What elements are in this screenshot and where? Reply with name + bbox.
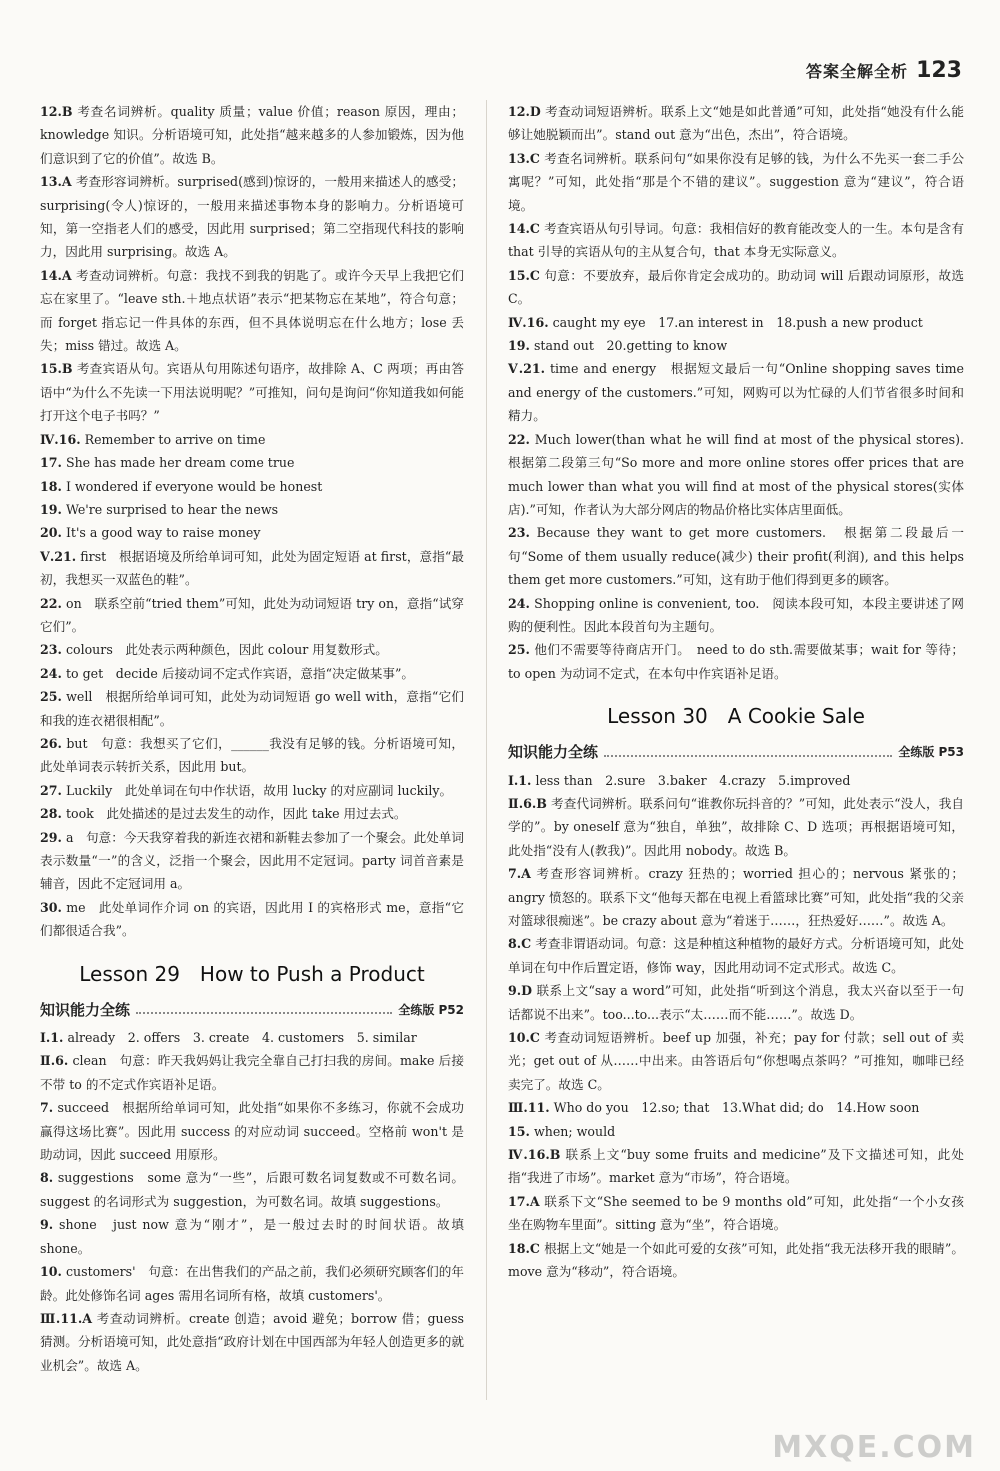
answer-item xyxy=(40,1096,464,1166)
section-ref: 全练版 P52 xyxy=(398,1002,464,1017)
answer-item xyxy=(508,769,964,792)
answer-text: We're surprised to hear the news xyxy=(65,501,279,517)
answer-item xyxy=(508,217,964,264)
answer-text: shone just now 意为“刚才”，是一般过去时的时间状语。故填 shone。 xyxy=(40,1217,464,1256)
lesson-30-answers xyxy=(508,769,964,1284)
answer-number: 14.A xyxy=(40,267,72,283)
answer-number: 9. xyxy=(40,1217,54,1233)
answer-number: 8. xyxy=(40,1170,54,1186)
answer-number: 10.C xyxy=(508,1030,540,1046)
answer-item xyxy=(40,475,464,498)
answer-number: 13.C xyxy=(508,150,540,166)
answer-item xyxy=(508,792,964,862)
answer-item xyxy=(40,638,464,661)
answer-text: succeed 根据所给单词可知，此处指“如果你不多练习，你就不会成功赢得这场比赛”。因此用 success 的对应动词 succeed。空格前 won't 是助动词，因此 succeed 用原形。 xyxy=(40,1100,464,1163)
answer-number: Ⅰ.1. xyxy=(40,1030,64,1046)
answer-text: Who do you 12.so; that 13.What did; do 14.How soon xyxy=(553,1100,920,1116)
answer-item xyxy=(40,357,464,427)
answer-text: but 句意：我想买了它们，______我没有足够的钱。分析语境可知，此处单词表示转折关系，因此用 but。 xyxy=(40,735,464,775)
dotted-leader xyxy=(604,755,892,757)
answer-number: 10. xyxy=(40,1264,62,1280)
answer-item xyxy=(508,1026,964,1096)
answer-text: 考查宾语从句引导词。句意：我相信好的教育能改变人的一生。本句是含有 that 引导的宾语从句的主从复合句，that 本身无实际意义。 xyxy=(508,221,964,260)
answer-text: Shopping online is convenient, too. 阅读本段可知，本段主要讲述了网购的便利性。因此本段首句为主题句。 xyxy=(508,595,964,634)
answer-item xyxy=(40,779,464,802)
answer-item xyxy=(40,592,464,639)
answer-number: 23. xyxy=(40,642,62,658)
left-answers xyxy=(40,100,464,943)
lesson-30-title: Lesson 30 A Cookie Sale xyxy=(607,704,865,729)
answer-text: well 根据所给单词可知，此处为动词短语 go well with，意指“它们和我的连衣裙很相配”。 xyxy=(40,689,464,728)
answer-text: 考查名词辨析。quality 质量；value 价值；reason 原因，理由；knowledge 知识。分析语境可知，此处指“越来越多的人参加锻炼，因为他们意识到了它的价值”。故选 B。 xyxy=(40,104,464,166)
answer-number: 14.C xyxy=(508,221,540,237)
answer-item xyxy=(508,334,964,357)
answer-item xyxy=(40,732,464,779)
answer-number: 24. xyxy=(508,595,530,611)
answer-text: Because they want to get more customers. 根据第二段最后一句“Some of them usually reduce(减少) their profit(利润), and this helps them get more customers.”可知，这有助于他们得到更多的顾客。 xyxy=(508,525,964,588)
page-number: 123 xyxy=(916,58,962,83)
answer-number: 22. xyxy=(508,431,530,447)
answer-text: customers' 句意：在出售我们的产品之前，我们必须研究顾客们的年龄。此处修饰名词 ages 需用名词所有格，故填 customers'。 xyxy=(40,1264,464,1303)
answer-item xyxy=(40,662,464,685)
answer-item xyxy=(40,1260,464,1307)
answer-number: 7. xyxy=(40,1100,54,1116)
answer-text: 考查代词辨析。联系问句“谁教你玩抖音的？”可知，此处表示“没人，我自学的”。by oneself 意为“独自，单独”，故排除 C、D 选项；再根据语境可知，此处指“没有人(教我)”。因此用 nobody。故选 B。 xyxy=(508,795,964,858)
answer-item xyxy=(508,638,964,685)
lesson-30-section-bar xyxy=(508,741,964,764)
answer-item xyxy=(40,685,464,732)
answer-item xyxy=(508,100,964,147)
answer-text: 考查动词辨析。句意：我找不到我的钥匙了。或许今天早上我把它们忘在家里了。“leave sth.＋地点状语”表示“把某物忘在某地”，符合句意；而 forget 指忘记一件具体的东西，但不具体说明忘在什么地方；lose 丢失；miss 错过。故选 A。 xyxy=(40,267,464,354)
answer-number: Ⅱ.6. xyxy=(40,1053,69,1069)
answer-text: Luckily 此处单词在句中作状语，故用 lucky 的对应副词 luckily。 xyxy=(65,782,453,798)
answer-number: Ⅰ.1. xyxy=(508,772,532,788)
answer-number: 15. xyxy=(508,1123,530,1139)
answer-item xyxy=(40,498,464,521)
answer-item xyxy=(508,932,964,979)
answer-number: 15.B xyxy=(40,361,73,377)
answer-number: 19. xyxy=(508,338,530,354)
lesson-29-title: Lesson 29 How to Push a Product xyxy=(79,961,425,986)
page-header xyxy=(806,58,962,83)
answer-number: Ⅳ.16.B xyxy=(508,1147,561,1163)
section-name: 知识能力全练 xyxy=(40,1000,131,1019)
answer-item xyxy=(40,428,464,451)
answer-number: 27. xyxy=(40,782,62,798)
answer-number: 18.C xyxy=(508,1240,540,1256)
answer-item xyxy=(508,1096,964,1119)
answer-item xyxy=(40,1049,464,1096)
lesson-29-section-bar xyxy=(40,999,464,1022)
answer-item xyxy=(508,147,964,217)
answer-item xyxy=(508,1190,964,1237)
answer-text: 句意：不要放弃，最后你肯定会成功的。助动词 will 后跟动词原形，故选 C。 xyxy=(508,267,964,307)
answer-text: time and energy 根据短文最后一句“Online shopping saves time and energy of the customers.”可知，网购可以为忙碌的人们节省很多时间和精力。 xyxy=(508,361,964,424)
answer-text: me 此处单词作介词 on 的宾语，因此用 I 的宾格形式 me，意指“它们都很适合我”。 xyxy=(40,899,464,939)
answer-number: Ⅳ.16. xyxy=(40,431,81,447)
answer-number: 23. xyxy=(508,525,530,541)
answer-number: 17. xyxy=(40,455,62,471)
answer-item xyxy=(508,1237,964,1284)
answer-number: 12.D xyxy=(508,104,541,119)
answer-text: It's a good way to raise money xyxy=(65,525,261,541)
answer-text: 考查动词短语辨析。beef up 加强，补充；pay for 付款；sell out of 卖光；get out of 从……中出来。由答语后句“你想喝点茶吗？”可推知，咖啡已经卖完了。故选 C。 xyxy=(508,1030,964,1092)
answer-text: Remember to arrive on time xyxy=(84,431,266,447)
answer-item xyxy=(40,264,464,358)
answer-number: Ⅲ.11. xyxy=(508,1100,550,1116)
answer-number: 13.A xyxy=(40,174,72,190)
answer-number: 17.A xyxy=(508,1193,540,1209)
answer-text: 考查动词短语辨析。联系上文“她是如此普通”可知，此处指“她没有什么能够让她脱颖而出”。stand out 意为“出色，杰出”，符合语境。 xyxy=(508,104,964,143)
answer-text: a 句意：今天我穿着我的新连衣裙和新鞋去参加了一个聚会。此处单词表示数量“一”的含义，泛指一个聚会，因此用不定冠词。party 词首音素是辅音，因此不定冠词用 a。 xyxy=(40,829,464,892)
dotted-leader xyxy=(136,1012,392,1014)
answer-number: 30. xyxy=(40,899,62,915)
answer-text: 考查非谓语动词。句意：这是种植这种植物的最好方式。分析语境可知，此处单词在句中作后置定语，修饰 way，因此用动词不定式形式。故选 C。 xyxy=(508,936,964,975)
answer-number: 25. xyxy=(508,642,530,658)
answer-number: Ⅴ.21. xyxy=(508,361,545,377)
answer-text: She has made her dream come true xyxy=(65,455,295,471)
answer-text: colours 此处表示两种颜色，因此 colour 用复数形式。 xyxy=(65,642,388,658)
answer-item xyxy=(508,979,964,1026)
answer-item xyxy=(40,826,464,896)
answer-number: 19. xyxy=(40,501,62,517)
answer-item xyxy=(40,170,464,264)
answer-text: to get decide 后接动词不定式作宾语，意指“决定做某事”。 xyxy=(65,665,415,681)
answer-text: on 联系空前“tried them”可知，此处为动词短语 try on，意指“试穿它们”。 xyxy=(40,595,464,634)
answer-number: 20. xyxy=(40,525,62,541)
column-divider xyxy=(486,100,487,1400)
answer-item xyxy=(40,451,464,474)
answer-text: less than 2.sure 3.baker 4.crazy 5.improved xyxy=(535,772,851,788)
answer-number: 7.A xyxy=(508,866,531,882)
answer-item xyxy=(40,545,464,592)
answer-text: 考查名词辨析。联系问句“如果你没有足够的钱，为什么不先买一套二手公寓呢？”可知，此处指“那是个不错的建议”。suggestion 意为“建议”，符合语境。 xyxy=(508,150,964,213)
answer-text: caught my eye 17.an interest in 18.push a new product xyxy=(552,314,923,330)
answer-number: Ⅴ.21. xyxy=(40,548,77,564)
answer-text: suggestions some 意为“一些”，后跟可数名词复数或不可数名词。suggest 的名词形式为 suggestion，为可数名词。故填 suggestions。 xyxy=(40,1170,464,1209)
right-column xyxy=(508,100,977,1284)
answer-item xyxy=(40,521,464,544)
answer-text: Much lower(than what he will find at most of the physical stores). 根据第二段第三句“So more and more online stores offer prices that are much lower than what you will find at most of the physical stores(实体店).”可知，作者认为大部分网店的物品价格比实体店里面低。 xyxy=(508,431,977,517)
answer-number: 15.C xyxy=(508,267,540,283)
answer-number: 18. xyxy=(40,478,62,494)
answer-number: Ⅲ.11.A xyxy=(40,1310,93,1326)
header-label: 答案全解全析 xyxy=(806,62,909,81)
answer-text: when; would xyxy=(533,1123,616,1139)
answer-number: 25. xyxy=(40,689,62,705)
answer-item xyxy=(40,1166,464,1213)
left-column xyxy=(40,100,464,1377)
answer-item xyxy=(508,1120,964,1143)
answer-item xyxy=(508,862,964,932)
answer-item xyxy=(508,311,964,334)
answer-number: 24. xyxy=(40,665,62,681)
answer-text: 联系上文“say a word”可知，此处指“听到这个消息，我太兴奋以至于一句话都说不出来”。too...to...表示“太……而不能……”。故选 D。 xyxy=(508,983,965,1022)
answer-text: 根据上文“她是一个如此可爱的女孩”可知，此处指“我无法移开我的眼睛”。move 意为“移动”，符合语境。 xyxy=(508,1240,964,1280)
answer-item xyxy=(508,357,964,427)
answer-text: stand out 20.getting to know xyxy=(533,338,728,354)
answer-number: 9.D xyxy=(508,983,533,999)
answer-text: took 此处描述的是过去发生的动作，因此 take 用过去式。 xyxy=(65,806,407,822)
answer-number: 22. xyxy=(40,595,62,611)
right-answers xyxy=(508,100,977,685)
answer-number: 29. xyxy=(40,829,62,845)
answer-item xyxy=(508,1143,964,1190)
lesson-29-answers xyxy=(40,1026,464,1377)
answer-number: 26. xyxy=(40,735,62,751)
answer-item xyxy=(40,802,464,825)
answer-item xyxy=(40,1307,464,1377)
answer-item xyxy=(508,264,964,311)
answer-number: 28. xyxy=(40,806,62,822)
answer-item xyxy=(40,1213,464,1260)
answer-text: first 根据语境及所给单词可知，此处为固定短语 at first，意指“最初，我想买一双蓝色的鞋”。 xyxy=(40,548,464,588)
answer-text: 考查宾语从句。宾语从句用陈述句语序，故排除 A、C 两项；再由答语中“为什么不先读一下用法说明呢？”可推知，问句是询问“你知道我如何能打开这个电子书吗？” xyxy=(40,361,464,424)
answer-item xyxy=(508,428,977,522)
watermark-logo: MXQE.COM xyxy=(772,1430,976,1465)
answer-item xyxy=(508,521,964,591)
answer-item xyxy=(40,1026,464,1049)
answer-text: 他们不需要等待商店开门。 need to do sth.需要做某事；wait for 等待；to open 为动词不定式，在本句中作宾语补足语。 xyxy=(508,642,964,681)
answer-text: 考查形容词辨析。surprised(感到)惊讶的，一般用来描述人的感受；surprising(令人)惊讶的，一般用来描述事物本身的影响力。分析语境可知，第一空指老人们的感受，因此用 surprised；第二空指现代科技的影响力，因此用 surprising。故选 A。 xyxy=(40,174,464,260)
answer-text: already 2. offers 3. create 4. customers 5. similar xyxy=(67,1030,417,1046)
answer-text: clean 句意：昨天我妈妈让我完全靠自己打扫我的房间。make 后接不带 to 的不定式作宾语补足语。 xyxy=(40,1053,464,1092)
answer-item xyxy=(508,592,964,639)
section-ref: 全练版 P53 xyxy=(898,745,964,760)
answer-text: 考查形容词辨析。crazy 狂热的；worried 担心的；nervous 紧张的；angry 愤怒的。联系下文“他每天都在电视上看篮球比赛”可知，此处指“我的父亲对篮球很痴迷”。be crazy about 意为“着迷于……，狂热爱好……”。故选 A。 xyxy=(508,866,964,928)
section-name: 知识能力全练 xyxy=(508,743,599,762)
answer-text: 联系下文“She seemed to be 9 months old”可知，此处指“一个小女孩坐在购物车里面”。sitting 意为“坐”，符合语境。 xyxy=(508,1193,964,1233)
answer-number: Ⅱ.6.B xyxy=(508,795,547,811)
answer-text: 考查动词辨析。create 创造；avoid 避免；borrow 借；guess 猜测。分析语境可知，此处意指“政府计划在中国西部为年轻人创造更多的就业机会”。故选 A。 xyxy=(40,1310,464,1373)
answer-item xyxy=(40,896,464,943)
answer-text: I wondered if everyone would be honest xyxy=(65,478,323,494)
answer-number: 12.B xyxy=(40,104,73,119)
answer-item xyxy=(40,100,464,170)
answer-number: Ⅳ.16. xyxy=(508,314,549,330)
answer-number: 8.C xyxy=(508,936,532,952)
answer-text: 联系上文“buy some fruits and medicine”及下文描述可知，此处指“我进了市场”。market 意为“市场”，符合语境。 xyxy=(508,1147,964,1186)
